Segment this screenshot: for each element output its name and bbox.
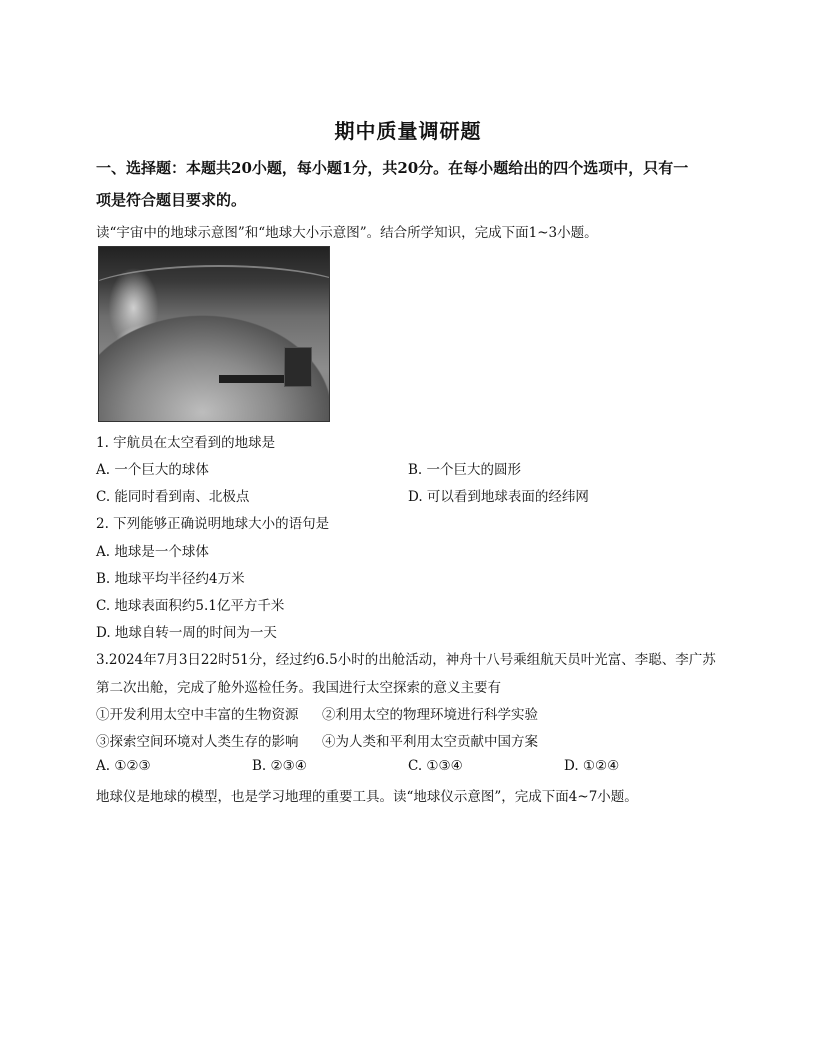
q3-statement-4: ④为人类和平利用太空贡献中国方案 — [322, 734, 538, 750]
q2-stem: 2. 下列能够正确说明地球大小的语句是 — [96, 516, 330, 532]
q3-option-d: D. ①②④ — [564, 758, 620, 774]
earth-from-space-photo — [98, 246, 330, 422]
q3-stem-line2: 第二次出舱，完成了舱外巡检任务。我国进行太空探索的意义主要有 — [96, 680, 501, 696]
page-title: 期中质量调研题 — [334, 119, 482, 143]
q3-statement-1: ①开发利用太空中丰富的生物资源 — [96, 707, 299, 723]
intro-text-2: 地球仪是地球的模型，也是学习地理的重要工具。读“地球仪示意图”，完成下面4~7小题。 — [96, 789, 638, 805]
satellite-arm — [219, 375, 289, 383]
q1-option-c: C. 能同时看到南、北极点 — [96, 489, 250, 505]
q1-stem: 1. 宇航员在太空看到的地球是 — [96, 435, 276, 451]
section-heading-line1: 一、选择题：本题共20小题，每小题1分，共20分。在每小题给出的四个选项中，只有一 — [96, 159, 689, 177]
q1-option-a: A. 一个巨大的球体 — [96, 462, 209, 478]
q3-statement-2: ②利用太空的物理环境进行科学实验 — [322, 707, 538, 723]
q3-statement-3: ③探索空间环境对人类生存的影响 — [96, 734, 299, 750]
q3-option-a: A. ①②③ — [96, 758, 151, 774]
q3-option-b: B. ②③④ — [252, 758, 307, 774]
q3-option-c: C. ①③④ — [408, 758, 463, 774]
q1-option-b: B. 一个巨大的圆形 — [408, 462, 522, 478]
q2-option-a: A. 地球是一个球体 — [96, 544, 209, 560]
earth-horizon — [98, 265, 330, 327]
q2-option-b: B. 地球平均半径约4万米 — [96, 571, 245, 587]
intro-text-1: 读“宇宙中的地球示意图”和“地球大小示意图”。结合所学知识，完成下面1~3小题。 — [96, 225, 598, 241]
satellite-module — [284, 347, 312, 387]
q3-stem-line1: 3.2024年7月3日22时51分，经过约6.5小时的出舱活动，神舟十八号乘组航天员叶光富、李聪、李广苏 — [96, 652, 716, 668]
q1-option-d: D. 可以看到地球表面的经纬网 — [408, 489, 589, 505]
q2-option-c: C. 地球表面积约5.1亿平方千米 — [96, 598, 285, 614]
section-heading-line2: 项是符合题目要求的。 — [96, 191, 247, 209]
q2-option-d: D. 地球自转一周的时间为一天 — [96, 625, 277, 641]
